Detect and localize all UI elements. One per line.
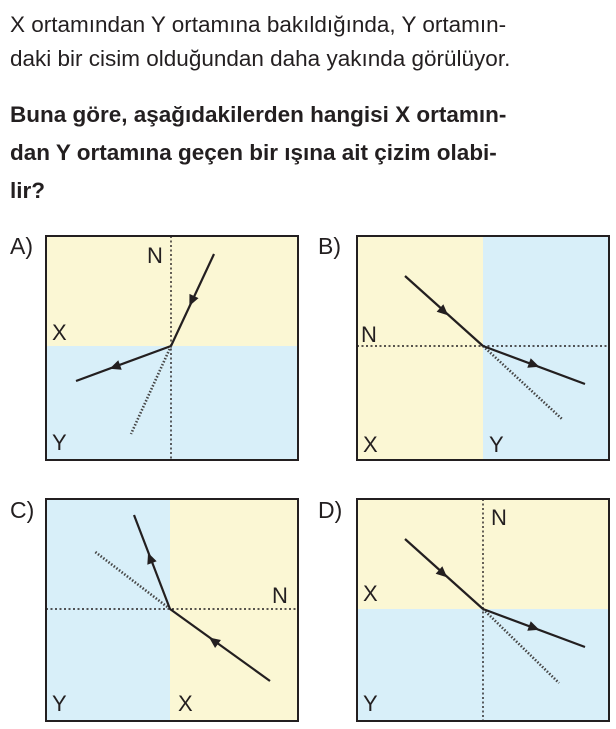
medium-y-label: Y bbox=[52, 691, 67, 716]
question-stem bbox=[10, 8, 610, 76]
question-line-1: Buna göre, aşağıdakilerden hangisi X ortamın- bbox=[10, 102, 507, 127]
medium-x-label: X bbox=[363, 432, 378, 457]
normal-label: N bbox=[491, 505, 507, 530]
medium-x-region bbox=[46, 236, 298, 346]
normal-label: N bbox=[272, 583, 288, 608]
option-d-diagram[interactable] bbox=[357, 499, 609, 721]
option-b-letter[interactable]: B) bbox=[318, 233, 341, 259]
stem-line-2: daki bir cisim olduğundan daha yakında görülüyor. bbox=[10, 46, 511, 71]
medium-y-region bbox=[483, 236, 609, 460]
medium-y-label: Y bbox=[363, 691, 378, 716]
option-d-letter[interactable]: D) bbox=[318, 497, 343, 523]
option-c-diagram[interactable] bbox=[46, 499, 298, 721]
question-line-2: dan Y ortamına geçen bir ışına ait çizim olabi- bbox=[10, 140, 497, 165]
medium-y-label: Y bbox=[489, 432, 504, 457]
medium-x-label: X bbox=[363, 581, 378, 606]
medium-x-region bbox=[357, 236, 483, 460]
option-b-diagram[interactable] bbox=[357, 236, 609, 460]
option-c-letter[interactable]: C) bbox=[10, 497, 35, 523]
medium-y-label: Y bbox=[52, 430, 67, 455]
medium-y-region bbox=[46, 346, 298, 460]
medium-x-label: X bbox=[178, 691, 193, 716]
normal-label: N bbox=[361, 322, 377, 347]
normal-label: N bbox=[147, 243, 163, 268]
medium-x-region bbox=[170, 499, 298, 721]
question-prompt bbox=[10, 96, 610, 210]
option-a-letter[interactable]: A) bbox=[10, 233, 33, 259]
option-a-diagram[interactable] bbox=[46, 236, 298, 460]
medium-x-label: X bbox=[52, 320, 67, 345]
question-line-3: lir? bbox=[10, 178, 46, 203]
medium-y-region bbox=[46, 499, 170, 721]
stem-line-1: X ortamından Y ortamına bakıldığında, Y ortamın- bbox=[10, 12, 507, 37]
